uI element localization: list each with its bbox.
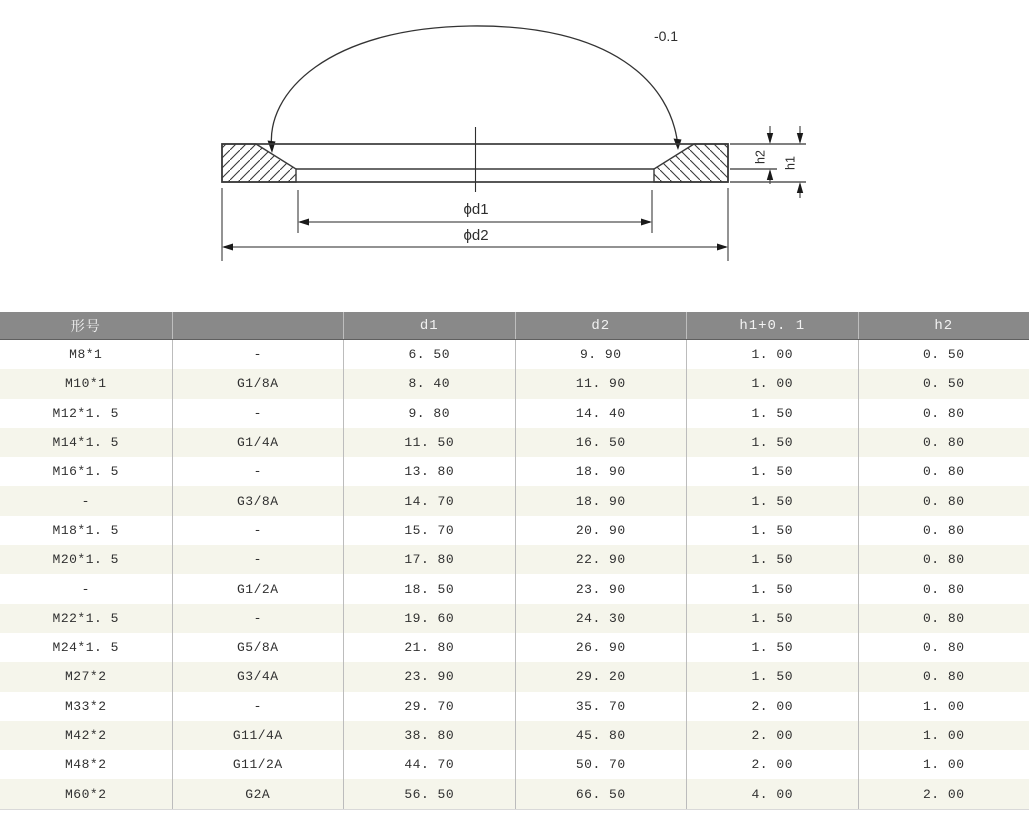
table-cell: M42*2 (64, 728, 107, 743)
table-cell: 23. 90 (343, 662, 515, 691)
table-cell: 35. 70 (515, 692, 687, 721)
table-row (0, 340, 1029, 369)
spec-table-header (0, 312, 1029, 340)
table-row (0, 604, 1029, 633)
table-cell: 6. 50 (343, 340, 515, 369)
metal-section-left (190, 130, 310, 194)
table-cell: 9. 90 (515, 340, 687, 369)
table-cell: G1/4A (172, 428, 344, 457)
column-header: d1 (343, 312, 515, 339)
table-cell: 1. 00 (858, 721, 1029, 750)
table-row (0, 750, 1029, 779)
table-cell: 18. 90 (515, 457, 687, 486)
table-cell: - (172, 516, 344, 545)
seal-cross-section-diagram (0, 0, 1029, 300)
table-cell: 0. 80 (858, 516, 1029, 545)
table-cell: 0. 80 (858, 662, 1029, 691)
table-cell: 17. 80 (343, 545, 515, 574)
table-cell: 1. 00 (686, 369, 858, 398)
table-cell: 1. 50 (686, 574, 858, 603)
table-cell: 1. 50 (686, 516, 858, 545)
table-cell: 0. 80 (858, 457, 1029, 486)
table-cell: 2. 00 (686, 692, 858, 721)
table-cell: M8*1 (69, 347, 103, 363)
table-cell: 16. 50 (515, 428, 687, 457)
table-cell: - (172, 399, 344, 428)
table-cell: 18. 50 (343, 574, 515, 603)
table-cell: 22. 90 (515, 545, 687, 574)
table-cell: 1. 50 (686, 633, 858, 662)
table-row (0, 779, 1029, 808)
dim-label-d2: ϕd2 (463, 227, 489, 244)
dim-label-h1: h1 (783, 156, 798, 170)
column-header: h1+0. 1 (686, 312, 858, 339)
table-cell: 0. 80 (858, 633, 1029, 662)
table-cell: M12*1. 5 (52, 405, 119, 421)
table-cell: M24*1. 5 (52, 640, 119, 656)
table-cell: G11/4A (172, 721, 344, 750)
dimension-h1 (783, 126, 803, 198)
table-cell: 4. 00 (686, 779, 858, 808)
table-cell: 0. 80 (858, 574, 1029, 603)
table-cell: 45. 80 (515, 721, 687, 750)
table-cell: 21. 80 (343, 633, 515, 662)
table-cell: 0. 80 (858, 486, 1029, 515)
table-row (0, 545, 1029, 574)
table-cell: 44. 70 (343, 750, 515, 779)
table-cell: 56. 50 (343, 779, 515, 808)
table-cell: 19. 60 (343, 604, 515, 633)
dim-label-h2: h2 (753, 150, 768, 164)
table-cell: 24. 30 (515, 604, 687, 633)
table-cell: 0. 80 (858, 399, 1029, 428)
table-cell: 8. 40 (343, 369, 515, 398)
table-cell: 9. 80 (343, 399, 515, 428)
table-cell: - (81, 581, 90, 597)
technical-drawing (0, 0, 1029, 300)
table-cell: 26. 90 (515, 633, 687, 662)
table-cell: 13. 80 (343, 457, 515, 486)
table-cell: - (172, 692, 344, 721)
table-cell: 11. 50 (343, 428, 515, 457)
tolerance-label: -0.1 (653, 28, 679, 44)
table-cell: 1. 50 (686, 428, 858, 457)
table-cell: G3/4A (172, 662, 344, 691)
table-cell: - (81, 493, 90, 509)
spec-table-body (0, 340, 1029, 810)
table-row (0, 369, 1029, 398)
table-cell: 15. 70 (343, 516, 515, 545)
table-cell: M60*2 (64, 786, 107, 802)
column-header: h2 (858, 312, 1029, 339)
spec-table (0, 312, 1029, 810)
table-cell: 18. 90 (515, 486, 687, 515)
table-cell: G3/8A (172, 486, 344, 515)
table-cell: M14*1. 5 (52, 435, 119, 451)
table-cell: M48*2 (64, 757, 107, 773)
table-cell: G1/2A (172, 574, 344, 603)
table-cell: G2A (172, 779, 344, 808)
table-row (0, 633, 1029, 662)
table-cell: 1. 50 (686, 457, 858, 486)
table-cell: - (172, 604, 344, 633)
table-cell: 2. 00 (858, 779, 1029, 808)
table-cell: M10*1 (64, 376, 107, 392)
table-cell: - (172, 457, 344, 486)
table-row (0, 399, 1029, 428)
table-cell: 0. 50 (858, 340, 1029, 369)
table-cell: 1. 50 (686, 545, 858, 574)
table-cell: 29. 20 (515, 662, 687, 691)
table-cell: 1. 00 (686, 340, 858, 369)
metal-section-right (640, 130, 760, 194)
table-cell: 66. 50 (515, 779, 687, 808)
dim-label-d1: ϕd1 (463, 201, 489, 218)
table-cell: G11/2A (172, 750, 344, 779)
dimension-h2 (753, 126, 773, 184)
table-row (0, 486, 1029, 515)
table-cell: 14. 70 (343, 486, 515, 515)
table-cell: 1. 50 (686, 604, 858, 633)
table-cell: 50. 70 (515, 750, 687, 779)
table-cell: M22*1. 5 (52, 610, 119, 626)
table-cell: M33*2 (64, 698, 107, 714)
table-cell: - (172, 340, 344, 369)
table-cell: 20. 90 (515, 516, 687, 545)
table-cell: 2. 00 (686, 721, 858, 750)
table-row (0, 662, 1029, 691)
table-cell: G5/8A (172, 633, 344, 662)
table-cell: 0. 80 (858, 545, 1029, 574)
table-row (0, 516, 1029, 545)
table-cell: M18*1. 5 (52, 522, 119, 538)
table-row (0, 428, 1029, 457)
tolerance-leader-arc (268, 26, 682, 153)
table-row (0, 692, 1029, 721)
table-row (0, 457, 1029, 486)
table-cell: 0. 80 (858, 604, 1029, 633)
table-cell: 11. 90 (515, 369, 687, 398)
table-row (0, 721, 1029, 750)
table-row (0, 574, 1029, 603)
table-cell: 1. 00 (858, 750, 1029, 779)
table-cell: 0. 80 (858, 428, 1029, 457)
table-cell: 23. 90 (515, 574, 687, 603)
table-cell: 1. 50 (686, 486, 858, 515)
table-cell: M20*1. 5 (52, 552, 119, 568)
column-header: 形号 (70, 319, 101, 336)
table-cell: 1. 00 (858, 692, 1029, 721)
column-header (172, 312, 344, 339)
table-cell: 1. 50 (686, 399, 858, 428)
table-cell: 2. 00 (686, 750, 858, 779)
table-cell: - (172, 545, 344, 574)
table-cell: M27*2 (64, 669, 107, 685)
column-header: d2 (515, 312, 687, 339)
table-cell: 1. 50 (686, 662, 858, 691)
table-cell: 38. 80 (343, 721, 515, 750)
table-cell: 14. 40 (515, 399, 687, 428)
table-cell: 29. 70 (343, 692, 515, 721)
table-cell: M16*1. 5 (52, 464, 119, 480)
table-cell: 0. 50 (858, 369, 1029, 398)
table-cell: G1/8A (172, 369, 344, 398)
